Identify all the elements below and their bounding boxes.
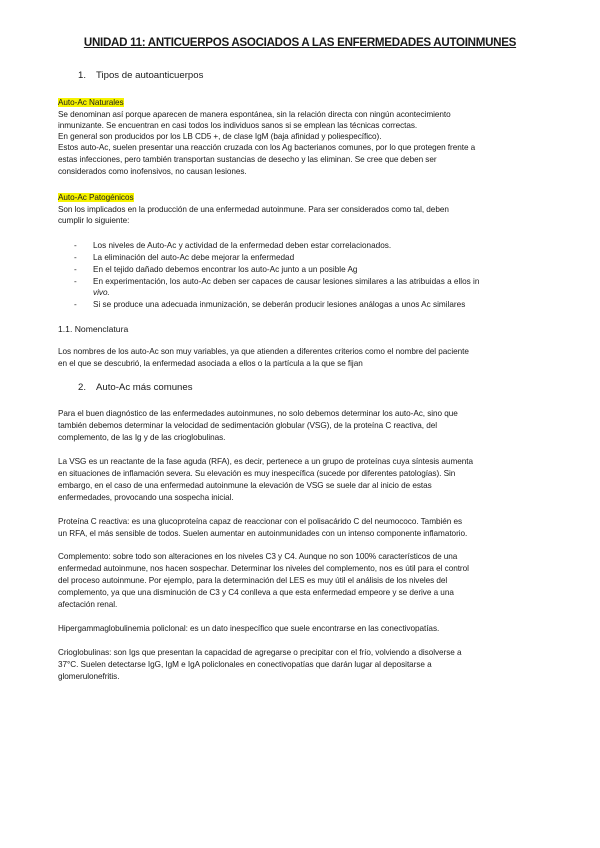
- pcr-line: Proteína C reactiva: es una glucoproteína capaz de reaccionar con el polisacárido C del neumococo. También es: [58, 517, 463, 526]
- complemento-line: afectación renal.: [58, 600, 118, 609]
- naturales-line: Se denominan así porque aparecen de manera espontánea, sin la relación directa con ningún acontecimiento: [58, 110, 451, 119]
- patogenicos-heading: Auto-Ac Patogénicos: [58, 193, 134, 202]
- criteria-item-continuation: vivo.: [93, 288, 110, 297]
- section-2-title: Auto-Ac más comunes: [96, 382, 193, 393]
- patogenicos-line: cumplir lo siguiente:: [58, 216, 130, 225]
- crioglobulinas-line: glomerulonefritis.: [58, 672, 120, 681]
- criteria-item: Si se produce una adecuada inmunización, se deberán producir lesiones análogas a unos Ac similares: [93, 300, 466, 309]
- section-1-number: 1.: [78, 70, 87, 81]
- criteria-item: En el tejido dañado debemos encontrar los auto-Ac junto a un posible Ag: [93, 265, 358, 274]
- nomenclatura-line: en el que se descubrió, la enfermedad asociada a ellos o la partícula a la que se fijan: [58, 359, 363, 368]
- nomenclatura-heading: 1.1. Nomenclatura: [58, 324, 129, 334]
- section-2-heading: [78, 382, 193, 393]
- bullet-mark: -: [74, 300, 77, 309]
- bullet-mark: -: [74, 241, 77, 250]
- naturales-line: inmunizante. Se encuentran en casi todos los individuos sanos si se emplean las técnicas correctas.: [58, 121, 418, 130]
- criteria-item: En experimentación, los auto-Ac deben ser capaces de causar lesiones similares a las atribuidas a ellos in: [93, 277, 480, 286]
- criteria-item: Los niveles de Auto-Ac y actividad de la enfermedad deben estar correlacionados.: [93, 241, 392, 250]
- bullet-mark: -: [74, 265, 77, 274]
- bullet-mark: -: [74, 277, 77, 286]
- patogenicos-line: Son los implicados en la producción de una enfermedad autoinmune. Para ser considerados como tal, deben: [58, 205, 449, 214]
- hipergammaglobulinemia-line: Hipergammaglobulinemia policlonal: es un dato inespecífico que suele encontrarse en las conectivopatías.: [58, 624, 440, 633]
- vsg-line: enfermedades, provocando una sospecha inicial.: [58, 493, 234, 502]
- section-1-title: Tipos de autoanticuerpos: [96, 70, 204, 81]
- intro-line: Para el buen diagnóstico de las enfermedades autoinmunes, no solo debemos determinar los auto-Ac, sino que: [58, 409, 458, 418]
- section-1-heading: [78, 70, 203, 81]
- crioglobulinas-line: 37°C. Suelen detectarse IgG, IgM e IgA policlonales en conectivopatías que darán lugar al depositarse a: [58, 660, 432, 669]
- intro-line: complemento, de las Ig y de las crioglobulinas.: [58, 433, 226, 442]
- bullet-mark: -: [74, 253, 77, 262]
- nomenclatura-line: Los nombres de los auto-Ac son muy variables, ya que atienden a diferentes criterios como el nombre del paciente: [58, 347, 469, 356]
- complemento-line: enfermedad autoinmune, nos hacen sospechar. Determinar los niveles del complemento, nos es útil para el control: [58, 564, 469, 573]
- pcr-line: un RFA, el más sensible de todos. Suelen aumentar en autoinmunidades con un intenso componente inflamatorio.: [58, 529, 468, 538]
- document-title: UNIDAD 11: ANTICUERPOS ASOCIADOS A LAS ENFERMEDADES AUTOINMUNES: [83, 36, 517, 49]
- naturales-line: estas infecciones, pero también transportan sustancias de desecho y las eliminan. Se cree que deben ser: [58, 155, 437, 164]
- complemento-line: Complemento: sobre todo son alteraciones en los niveles C3 y C4. Aunque no son 100% característicos de una: [58, 552, 458, 561]
- complemento-line: complemento, ya que una disminución de C3 y C4 conlleva a que esta enfermedad empeore y se derive a una: [58, 588, 454, 597]
- naturales-line: considerados como inofensivos, no causan lesiones.: [58, 167, 247, 176]
- intro-line: también debemos determinar la velocidad de sedimentación globular (VSG), de la proteína C reactiva, del: [58, 421, 437, 430]
- naturales-heading: Auto-Ac Naturales: [58, 98, 124, 107]
- naturales-line: Estos auto-Ac, suelen presentar una reacción cruzada con los Ag bacterianos comunes, por lo que protegen frente a: [58, 143, 476, 152]
- naturales-line: En general son producidos por los LB CD5 +, de clase IgM (baja afinidad y poliespecífico).: [58, 132, 382, 141]
- crioglobulinas-line: Crioglobulinas: son Igs que presentan la capacidad de agregarse o precipitar con el frío, volviendo a disolverse a: [58, 648, 462, 657]
- vsg-line: embargo, en el caso de una enfermedad autoinmune la elevación de VSG se suele dar al inicio de estas: [58, 481, 432, 490]
- vsg-line: en situaciones de inflamación severa. Su elevación es muy inespecífica (sucede por diferentes patologías). Sin: [58, 469, 456, 478]
- section-2-number: 2.: [78, 382, 87, 393]
- vsg-line: La VSG es un reactante de la fase aguda (RFA), es decir, pertenece a un grupo de proteínas cuya síntesis aumenta: [58, 457, 473, 466]
- criteria-item: La eliminación del auto-Ac debe mejorar la enfermedad: [93, 253, 295, 262]
- complemento-line: del proceso autoinmune. Por ejemplo, para la determinación del LES es muy útil el análisis de los niveles del: [58, 576, 448, 585]
